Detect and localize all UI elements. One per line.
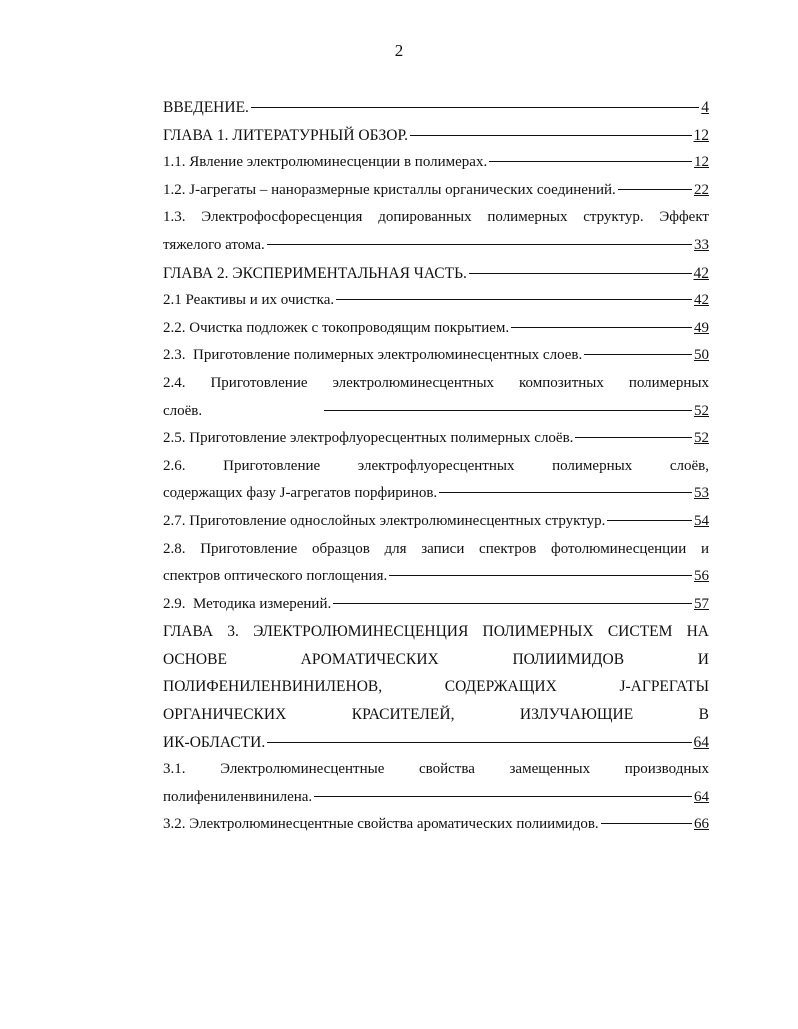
page-ref: 53 bbox=[694, 485, 709, 502]
toc-entry-2-4-line1[interactable]: 2.4. Приготовление электролюминесцентных композитных полимерных bbox=[163, 374, 709, 391]
page-ref: 64 bbox=[694, 788, 709, 805]
toc-entry-chapter-1[interactable]: ГЛАВА 1. ЛИТЕРАТУРНЫЙ ОБЗОР. 12 bbox=[163, 122, 709, 150]
toc-entry-2-7[interactable]: 2.7. Приготовление однослойных электролюминесцентных структур. 54 bbox=[163, 508, 709, 536]
leader-line bbox=[575, 437, 692, 438]
table-of-contents bbox=[163, 94, 709, 839]
page-number: 2 bbox=[394, 41, 404, 60]
page-ref: 52 bbox=[694, 430, 709, 447]
toc-entry-3-1-line1[interactable]: 3.1. Электролюминесцентные свойства замещенных производных bbox=[163, 761, 709, 778]
toc-entry-1-2[interactable]: 1.2. J-агрегаты – наноразмерные кристаллы органических соединений. 22 bbox=[163, 177, 709, 205]
page-ref: 52 bbox=[694, 402, 709, 419]
toc-entry-2-4-line2[interactable]: слоёв. 52 bbox=[163, 398, 709, 426]
toc-entry-3-1-line2[interactable]: полифениленвинилена. 64 bbox=[163, 784, 709, 812]
toc-entry-3-2[interactable]: 3.2. Электролюминесцентные свойства ароматических полиимидов. 66 bbox=[163, 811, 709, 839]
leader-line bbox=[251, 107, 699, 108]
toc-entry-2-8-line1[interactable]: 2.8. Приготовление образцов для записи спектров фотолюминесценции и bbox=[163, 540, 709, 557]
toc-entry-1-3-line1[interactable]: 1.3. Электрофосфоресценция допированных полимерных структур. Эффект bbox=[163, 209, 709, 226]
toc-entry-chapter-3-line5[interactable]: ИК-ОБЛАСТИ. 64 bbox=[163, 729, 709, 757]
leader-line bbox=[601, 823, 692, 824]
page-ref: 57 bbox=[694, 595, 709, 612]
leader-line bbox=[267, 244, 692, 245]
toc-entry-chapter-3-line3[interactable]: ПОЛИФЕНИЛЕНВИНИЛЕНОВ, СОДЕРЖАЩИХ J-АГРЕГАТЫ bbox=[163, 678, 709, 696]
page-ref: 56 bbox=[694, 568, 709, 585]
leader-line bbox=[324, 410, 692, 411]
leader-line bbox=[410, 135, 692, 136]
toc-entry-2-8-line2[interactable]: спектров оптического поглощения. 56 bbox=[163, 563, 709, 591]
toc-entry-2-1[interactable]: 2.1 Реактивы и их очистка. 42 bbox=[163, 287, 709, 315]
page-ref: 42 bbox=[694, 292, 709, 309]
leader-line bbox=[439, 492, 692, 493]
page-ref: 50 bbox=[694, 347, 709, 364]
page-ref: 49 bbox=[694, 319, 709, 336]
toc-entry-chapter-3-line2[interactable]: ОСНОВЕ АРОМАТИЧЕСКИХ ПОЛИИМИДОВ И bbox=[163, 650, 709, 668]
leader-line bbox=[489, 161, 692, 162]
toc-entry-2-2[interactable]: 2.2. Очистка подложек с токопроводящим покрытием. 49 bbox=[163, 315, 709, 343]
toc-entry-2-3[interactable]: 2.3. Приготовление полимерных электролюминесцентных слоев. 50 bbox=[163, 342, 709, 370]
toc-entry-2-5[interactable]: 2.5. Приготовление электрофлуоресцентных полимерных слоёв. 52 bbox=[163, 425, 709, 453]
toc-entry-2-6-line2[interactable]: содержащих фазу J-агрегатов порфиринов. 53 bbox=[163, 480, 709, 508]
leader-line bbox=[618, 189, 692, 190]
leader-line bbox=[607, 520, 692, 521]
toc-entry-2-9[interactable]: 2.9. Методика измерений. 57 bbox=[163, 591, 709, 619]
toc-entry-introduction[interactable]: ВВЕДЕНИЕ. 4 bbox=[163, 94, 709, 122]
leader-line bbox=[469, 273, 692, 274]
page-ref: 4 bbox=[701, 99, 709, 116]
toc-entry-chapter-3-line4[interactable]: ОРГАНИЧЕСКИХ КРАСИТЕЛЕЙ, ИЗЛУЧАЮЩИЕ В bbox=[163, 706, 709, 724]
page-ref: 54 bbox=[694, 512, 709, 529]
toc-entry-1-1[interactable]: 1.1. Явление электролюминесценции в полимерах. 12 bbox=[163, 149, 709, 177]
leader-line bbox=[584, 354, 692, 355]
page-ref: 42 bbox=[693, 264, 709, 282]
leader-line bbox=[511, 327, 692, 328]
page-ref: 12 bbox=[693, 126, 709, 144]
leader-line bbox=[333, 603, 692, 604]
page-ref: 12 bbox=[694, 154, 709, 171]
page-ref: 22 bbox=[694, 181, 709, 198]
toc-entry-chapter-3-line1[interactable]: ГЛАВА 3. ЭЛЕКТРОЛЮМИНЕСЦЕНЦИЯ ПОЛИМЕРНЫХ СИСТЕМ НА bbox=[163, 623, 709, 641]
page-ref: 33 bbox=[694, 236, 709, 253]
toc-entry-1-3-line2[interactable]: тяжелого атома. 33 bbox=[163, 232, 709, 260]
leader-line bbox=[314, 796, 692, 797]
page-ref: 66 bbox=[694, 816, 709, 833]
toc-entry-2-6-line1[interactable]: 2.6. Приготовление электрофлуоресцентных полимерных слоёв, bbox=[163, 457, 709, 474]
page-ref: 64 bbox=[693, 733, 709, 751]
leader-line bbox=[267, 742, 691, 743]
leader-line bbox=[336, 299, 692, 300]
leader-line bbox=[389, 575, 692, 576]
toc-entry-chapter-2[interactable]: ГЛАВА 2. ЭКСПЕРИМЕНТАЛЬНАЯ ЧАСТЬ. 42 bbox=[163, 260, 709, 288]
